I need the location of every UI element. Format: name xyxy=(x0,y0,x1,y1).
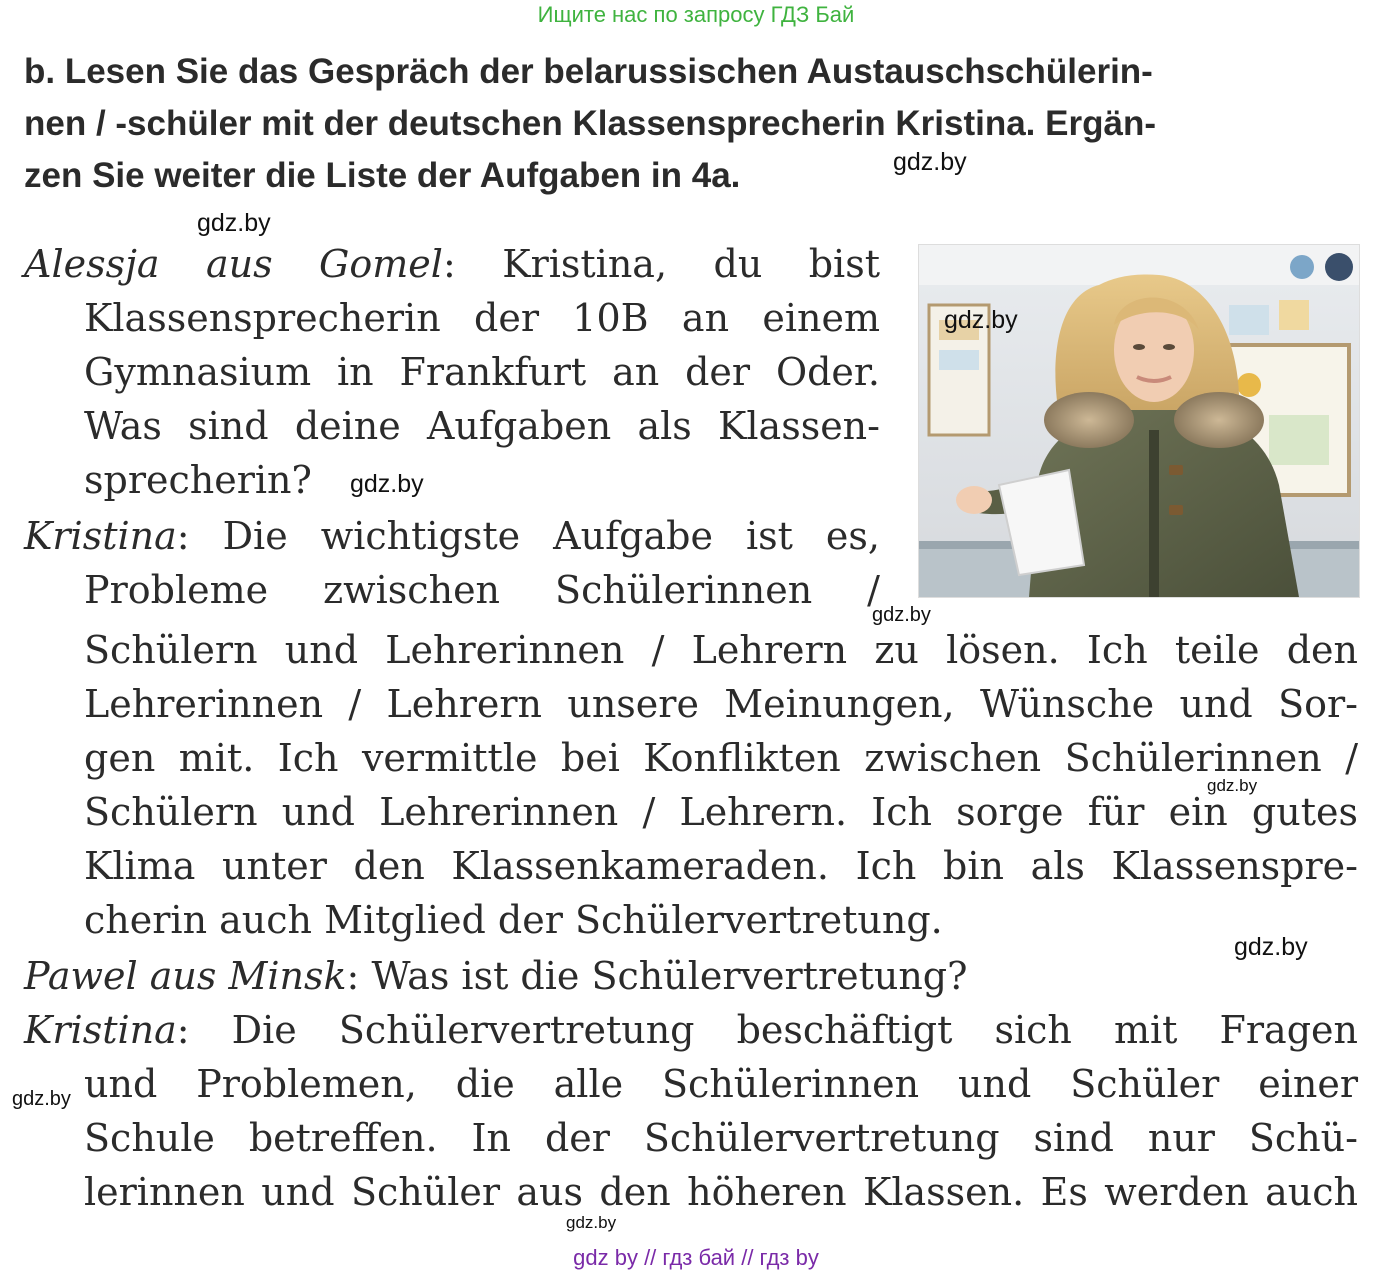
watermark: gdz.by xyxy=(944,306,1018,334)
dialogue-line: Klassensprecherin der 10B an einem xyxy=(84,296,880,340)
dialogue-text: Die wichtigste Aufgabe ist es, xyxy=(222,514,880,558)
dialogue-line: Lehrerinnen / Lehrern unsere Meinungen, Wünsche und Sor- xyxy=(84,682,1358,726)
photo-illustration xyxy=(919,245,1359,597)
dialogue-line: Alessja aus Gomel: Kristina, du bist xyxy=(24,242,880,286)
dialogue-line: lerinnen und Schüler aus den höheren Klassen. Es werden auch xyxy=(84,1170,1358,1214)
dialogue-line: und Problemen, die alle Schülerinnen und Schüler einer xyxy=(84,1062,1358,1106)
watermark: gdz.by xyxy=(1207,776,1258,795)
watermark: gdz.by xyxy=(566,1213,617,1232)
dialogue-text: Was ist die Schülervertretung? xyxy=(371,954,968,998)
dialogue-text: Die Schülervertretung beschäftigt sich mit Fragen xyxy=(231,1008,1358,1052)
dialogue-line: gen mit. Ich vermittle bei Konflikten zwischen Schülerinnen / xyxy=(84,736,1358,780)
top-banner[interactable]: Ищите нас по запросу ГДЗ Бай xyxy=(537,2,855,27)
dialogue-line: Klima unter den Klassenkameraden. Ich bin als Klassenspre- xyxy=(84,844,1358,888)
watermark: gdz.by xyxy=(12,1088,71,1110)
watermark: gdz.by xyxy=(893,148,967,176)
dialogue-line: Schülern und Lehrerinnen / Lehrern zu lösen. Ich teile den xyxy=(84,628,1358,672)
task-line-1: b. Lesen Sie das Gespräch der belarussischen Austauschschülerin- xyxy=(24,52,1153,91)
watermark: gdz.by xyxy=(872,604,931,626)
speaker-name: Pawel aus Minsk xyxy=(24,954,347,998)
dialogue-line: Schülern und Lehrerinnen / Lehrern. Ich sorge für ein gutes xyxy=(84,790,1358,834)
footer-links[interactable]: gdz by // гдз бай // гдз by xyxy=(573,1245,819,1270)
dialogue-line: cherin auch Mitglied der Schülervertretung. xyxy=(84,898,943,942)
watermark: gdz.by xyxy=(197,209,271,237)
dialogue-line: Probleme zwischen Schülerinnen / xyxy=(84,568,880,612)
photo-girl-voting xyxy=(918,244,1360,598)
dialogue-line: Kristina: Die wichtigste Aufgabe ist es, xyxy=(24,514,880,558)
task-line-2: nen / -schüler mit der deutschen Klassensprecherin Kristina. Ergän- xyxy=(24,104,1156,143)
task-line-3: zen Sie weiter die Liste der Aufgaben in 4a. xyxy=(24,156,741,195)
dialogue-line: sprecherin? xyxy=(84,458,312,502)
dialogue-line: Was sind deine Aufgaben als Klassen- xyxy=(84,404,880,448)
dialogue-line: Schule betreffen. In der Schülervertretung sind nur Schü- xyxy=(84,1116,1358,1160)
speaker-name: Kristina xyxy=(24,1008,177,1052)
watermark: gdz.by xyxy=(1234,933,1308,961)
watermark: gdz.by xyxy=(350,470,424,498)
dialogue-text: Kristina, du bist xyxy=(502,242,880,286)
speaker-name: Kristina xyxy=(24,514,177,558)
dialogue-line: Pawel aus Minsk: Was ist die Schülervertretung? xyxy=(24,954,968,998)
dialogue-line: Gymnasium in Frankfurt an der Oder. xyxy=(84,350,880,394)
dialogue-line: Kristina: Die Schülervertretung beschäftigt sich mit Fragen xyxy=(24,1008,1358,1052)
speaker-name: Alessja aus Gomel xyxy=(24,242,443,286)
